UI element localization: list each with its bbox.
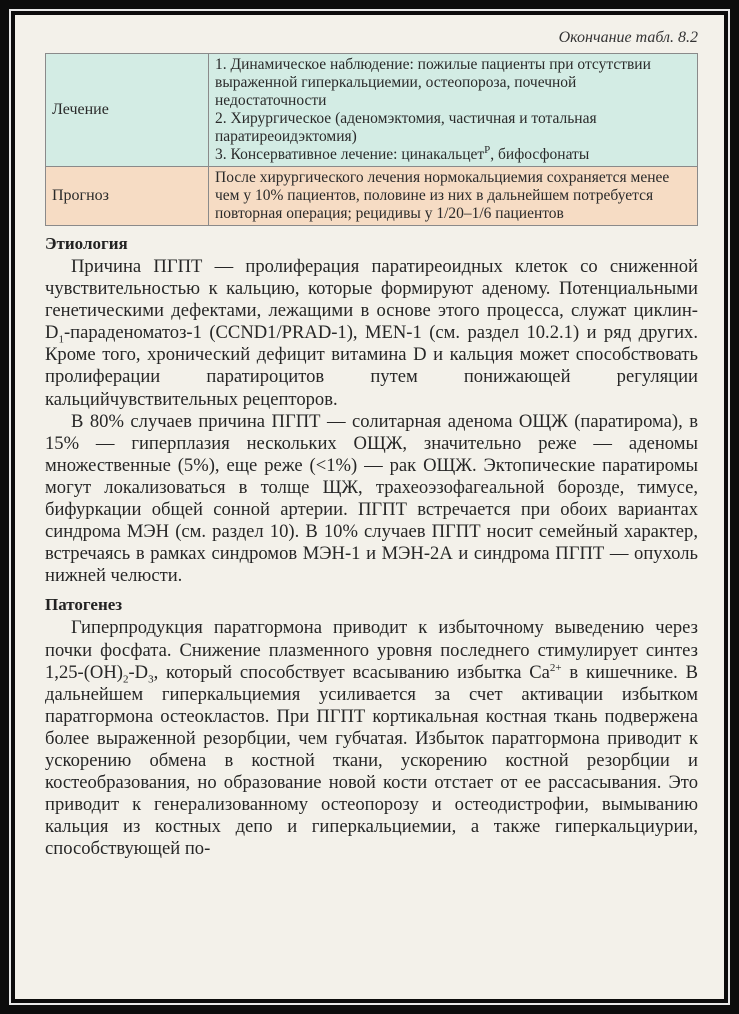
etiology-paragraph-1 [45,256,698,411]
drug-registration-mark: Р [484,143,491,156]
treatment-line-2: 2. Хирургическое (аденомэктомия, частичная и тотальная паратиреоидэктомия) [215,110,597,145]
treatment-line-1: 1. Динамическое наблюдение: пожилые пациенты при отсутствии выраженной гиперкальциемии, остеопороза, почечной недостаточности [215,56,651,109]
etiology-p1-part-b: -параденоматоз-1 (CCND1/PRAD-1), MEN-1 (см. раздел 10.2.1) и ряд других. Кроме того, хронический дефицит витамина D и кальция может способствовать пролиферации паратироцитов путем понижающей регуляции кальцийчувствительных рецепторов. [45,322,698,410]
etiology-paragraph-2: В 80% случаев причина ПГПТ — солитарная аденома ОЩЖ (паратирома), в 15% — гиперплазия нескольких ОЩЖ, значительно реже — аденомы множественные (5%), еще реже (<1%) — рак ОЩЖ. Эктопические паратиромы могут локализоваться в толще ЩЖ, трахеоэзофагеальной борозде, тимусе, бифуркации общей сонной артерии. ПГПТ встречается при обоих вариантах синдрома МЭН (см. раздел 10). В 10% случаев ПГПТ носит семейный характер, встречаясь в рамках синдромов МЭН-1 и МЭН-2А и синдрома ПГПТ — опухоль нижней челюсти. [45,410,698,587]
pathogenesis-heading: Патогенез [45,595,123,615]
pathogenesis-paragraph [45,617,698,860]
oh-subscript: 2 [122,673,129,686]
pathogenesis-part-d: в кишечнике. В дальнейшем гиперкальциемия усиливается за счет активации избытком паратгормона остеокластов. При ПГПТ кортикальная костная ткань подвержена более выраженной резорбции, чем губчатая. Избыток паратгормона приводит к ускорению обмена в костной ткани, ускорению костной резорбции и костеобразования, но образование новой кости отстает от ее рассасывания. Это приводит к генерализованному остеопорозу и остеодистрофии, вымыванию кальция из костных депо и гиперкальциемии, а также гиперкальциурии, способствующей по- [45,661,698,860]
table-8-2-end [45,53,698,226]
table-caption: Окончание табл. 8.2 [558,29,698,46]
prognosis-label: Прогноз [46,167,209,226]
treatment-content [209,54,698,167]
table-row-prognosis [46,167,698,226]
pathogenesis-part-c: , который способствует всасыванию избытка Ca [153,661,550,683]
frame-border [9,9,730,1005]
pathogenesis-part-b: -D [128,661,149,683]
pathogenesis-part-a: Гиперпродукция паратгормона приводит к избыточному выведению через почки фосфата. Снижение плазменного уровня последнего стимулирует синтез 1,25-(OH) [45,617,698,683]
treatment-line-3 [215,143,691,164]
treatment-line-3-tail: , бифосфонаты [490,146,590,163]
etiology-p1-subscript: 1 [58,334,64,346]
ca-superscript: 2+ [549,661,562,674]
treatment-line-3-text: 3. Консервативное лечение: цинакальцет [215,146,485,163]
treatment-label: Лечение [46,54,209,167]
d3-subscript: 3 [148,673,154,686]
prognosis-content: После хирургического лечения нормокальциемия сохраняется менее чем у 10% пациентов, половине из них в дальнейшем потребуется повторная операция; рецидивы у 1/20–1/6 пациентов [209,167,698,226]
table-row-treatment [46,54,698,167]
etiology-p1-part-a: Причина ПГПТ — пролиферация паратиреоидных клеток со сниженной чувствительностью к кальцию, которые формируют аденому. Потенциальными генетическими дефектами, лежащими в основе этого процесса, служат циклин-D [45,256,698,344]
book-page [15,15,724,999]
etiology-heading: Этиология [45,234,128,253]
